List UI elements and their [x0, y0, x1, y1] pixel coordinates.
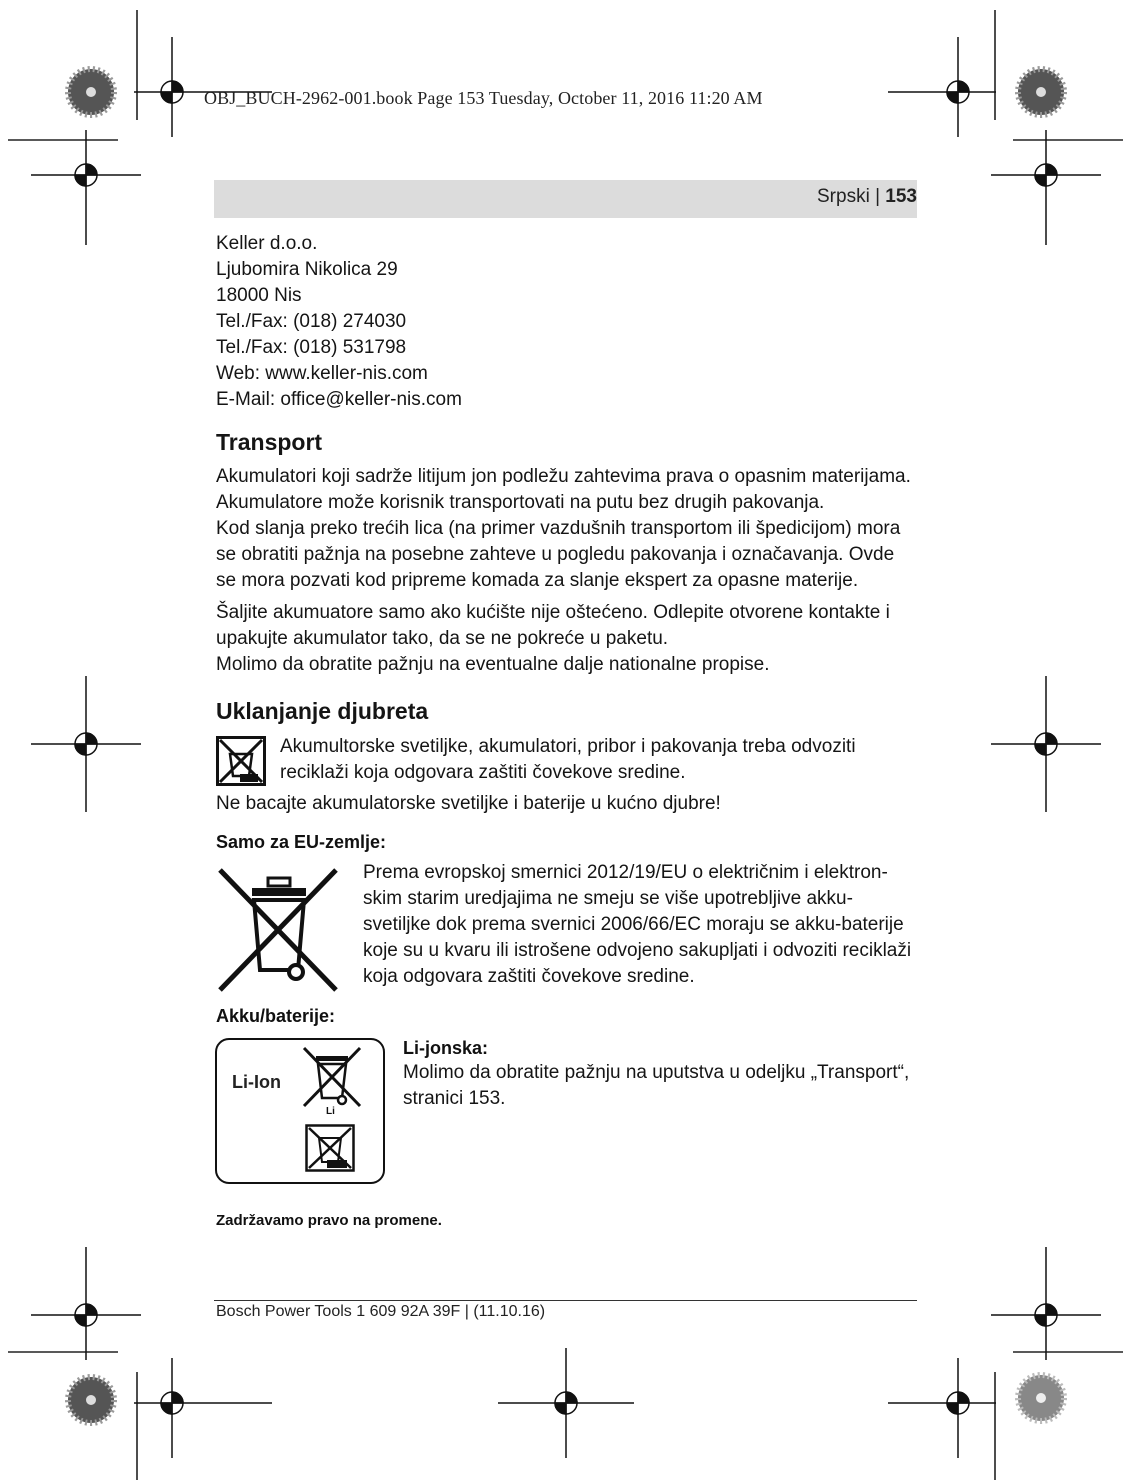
slug-line: OBJ_BUCH-2962-001.book Page 153 Tuesday, October 11, 2016 11:20 AM — [204, 88, 763, 108]
transport-section — [216, 428, 916, 678]
eu-text: Prema evropskoj smernici 2012/19/EU o električnim i elektron-skim starim uredjajima ne smeju se više upotrebljive akku-svetiljke dok prema svernici 2006/66/EC moraju se akku-baterije koje su u kvaru ili istrošene odvojeno sakupljati i odvoziti reciklaži koja odgovara zaštiti čovekove sredine. — [363, 862, 912, 987]
footer-text: Bosch Power Tools 1 609 92A 39F | (11.10.16) — [216, 1303, 546, 1320]
address-line: E-Mail: office@keller-nis.com — [216, 389, 462, 410]
address-line: Ljubomira Nikolica 29 — [216, 259, 398, 280]
reserve-note: Zadržavamo pravo na promene. — [216, 1212, 442, 1229]
footer-rule — [214, 1300, 917, 1301]
address-line: Keller d.o.o. — [216, 233, 318, 254]
address-block — [216, 231, 462, 413]
crossed-bin-icon — [216, 866, 340, 994]
transport-paragraph: Akumulatori koji sadrže litijum jon podležu zahtevima prava o opasnim materijama. Akumulatore može korisnik transportovati na putu bez drugih pakovanja. — [216, 466, 911, 513]
address-line: Tel./Fax: (018) 531798 — [216, 337, 407, 358]
address-line: 18000 Nis — [216, 285, 302, 306]
transport-paragraph: Molimo da obratite pažnju na eventualne dalje nationalne propise. — [216, 654, 770, 675]
disposal-icon-text: Akumultorske svetiljke, akumulatori, pribor i pakovanja treba odvoziti reciklaži koja odgovara zaštiti čovekove sredine. — [280, 736, 856, 783]
transport-heading: Transport — [216, 429, 323, 455]
li-ion-label: Li-Ion — [232, 1072, 281, 1092]
address-line: Web: www.keller-nis.com — [216, 363, 428, 384]
address-line: Tel./Fax: (018) 274030 — [216, 311, 407, 332]
header-language: Srpski — [817, 186, 870, 207]
li-label: Li — [326, 1106, 335, 1117]
disposal-heading: Uklanjanje djubreta — [216, 698, 429, 724]
page-header-band — [214, 180, 917, 218]
transport-paragraph: Šaljite akumuatore samo ako kućište nije oštećeno. Odlepite otvorene kontakte i upakujte akumulator tako, da se ne pokreće u paketu. — [216, 602, 890, 649]
li-ion-text: Molimo da obratite pažnju na uputstva u odeljku „Transport“, stranici 153. — [403, 1062, 910, 1109]
li-ion-subheading: Li-jonska: — [403, 1038, 489, 1058]
transport-paragraph: Kod slanja preko trećih lica (na primer vazdušnih transportom ili špedicijom) mora se obratiti pažnja na posebne zahteve u pogledu pakovanja i označavanja. Ovde se mora pozvati kod pripreme komada za slanje ekspert za opasne materije. — [216, 518, 901, 591]
eu-heading: Samo za EU-zemlje: — [216, 832, 387, 852]
disposal-warning: Ne bacajte akumulatorske svetiljke i baterije u kućno djubre! — [216, 793, 721, 814]
header-page-number: 153 — [885, 186, 917, 207]
header-separator: | — [875, 186, 881, 207]
recycle-box-icon — [305, 1124, 355, 1172]
disposal-section — [216, 697, 916, 725]
recycle-packaging-icon — [216, 736, 266, 786]
battery-heading: Akku/baterije: — [216, 1006, 336, 1026]
page-header — [817, 186, 917, 208]
